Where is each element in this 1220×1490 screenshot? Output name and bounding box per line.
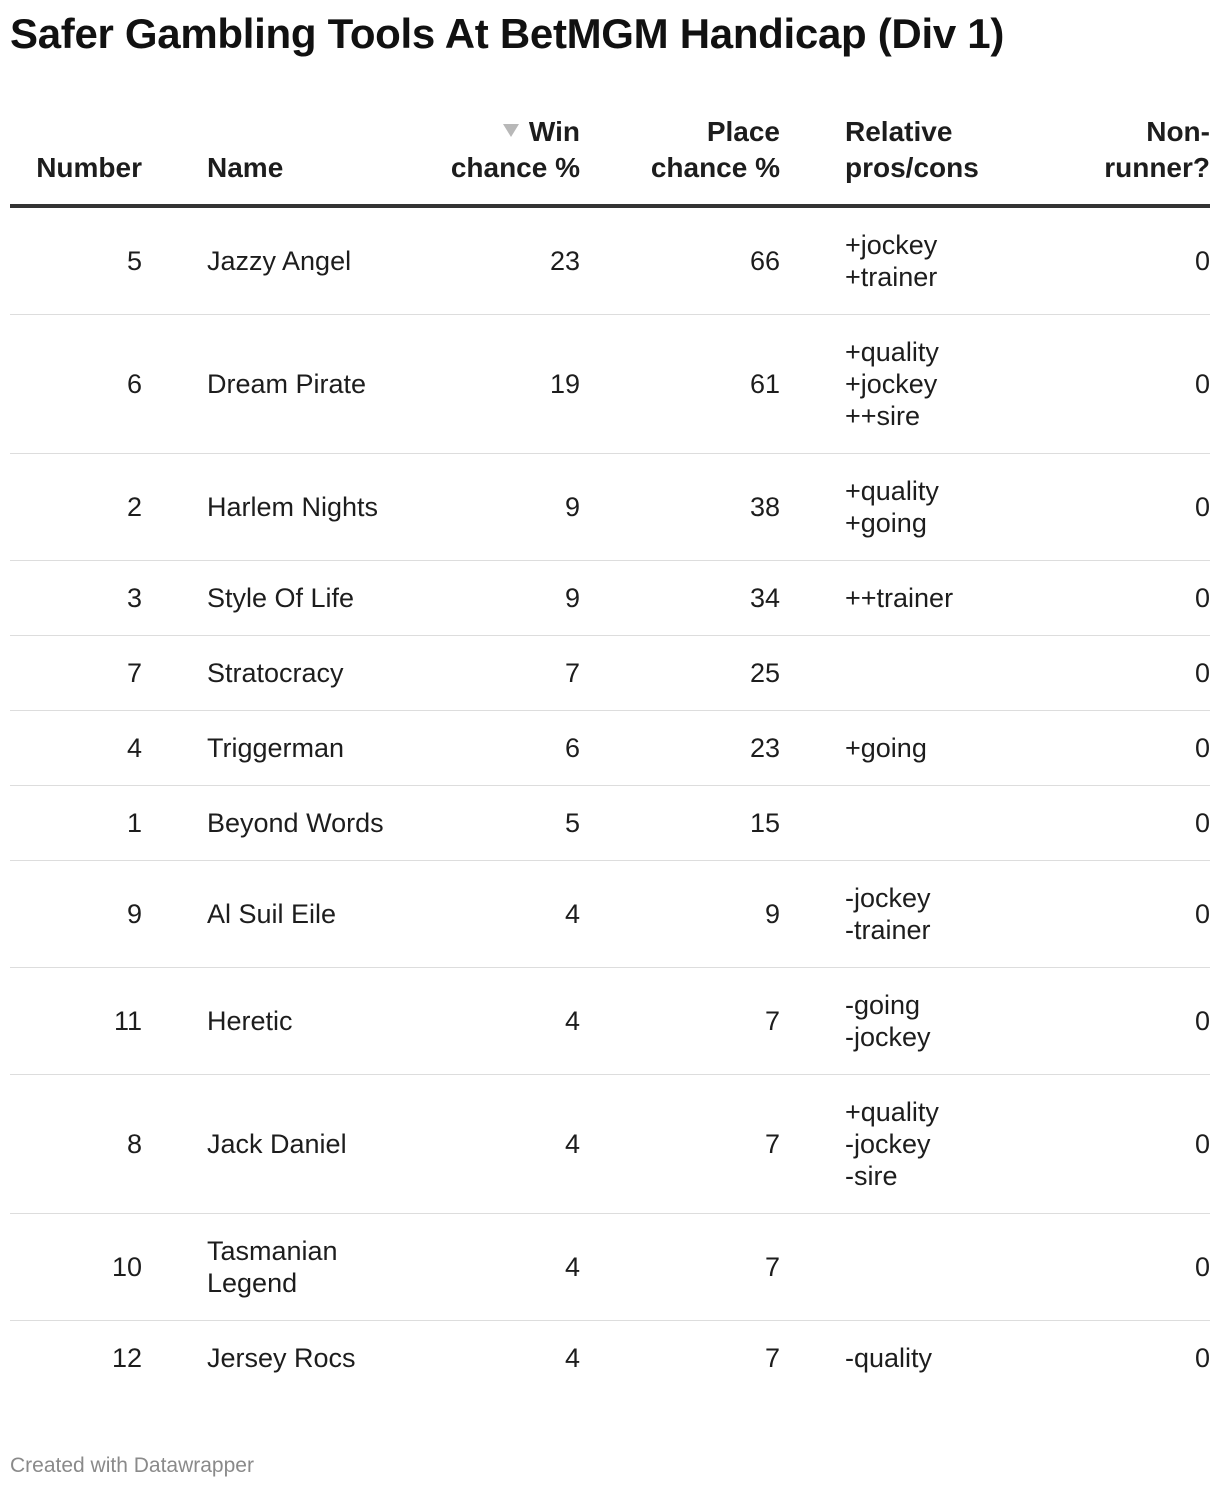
- horse-name: Dream Pirate: [207, 369, 367, 399]
- column-header-nr-line1: Non-: [1146, 116, 1210, 147]
- cell-name: [142, 636, 344, 711]
- cell-number: 4: [10, 711, 142, 786]
- cell-non-runner: 0: [1044, 1214, 1210, 1321]
- cell-place-chance: 9: [580, 861, 780, 968]
- cell-number: 5: [10, 206, 142, 315]
- cell-win-chance: 23: [315, 206, 580, 315]
- column-header-place-line1: Place: [706, 116, 780, 147]
- table-row: [10, 561, 1210, 636]
- pros-cons-item: -trainer: [845, 915, 931, 945]
- horse-name: Heretic: [207, 1006, 293, 1036]
- cell-number: 2: [10, 454, 142, 561]
- horse-name: Jack Daniel: [207, 1129, 347, 1159]
- cell-pros-cons: [780, 711, 1044, 786]
- cell-pros-cons: [780, 1214, 1044, 1321]
- pros-cons-item: ++sire: [845, 401, 921, 431]
- page-title: Safer Gambling Tools At BetMGM Handicap (Div 1): [10, 10, 1005, 57]
- cell-place-chance: 15: [580, 786, 780, 861]
- horse-name: Triggerman: [207, 733, 345, 763]
- header-row: [10, 110, 1210, 206]
- pros-cons-item: +trainer: [845, 262, 938, 292]
- cell-name: [142, 315, 367, 454]
- cell-non-runner: 0: [1044, 968, 1210, 1075]
- table-row: [10, 1214, 1210, 1321]
- cell-pros-cons: [780, 968, 1044, 1075]
- cell-pros-cons: [780, 1075, 1044, 1214]
- table-row: [10, 636, 1210, 711]
- cell-name: [142, 711, 345, 786]
- horse-name: Al Suil Eile: [207, 899, 337, 929]
- column-header-number[interactable]: [10, 110, 142, 206]
- column-header-name[interactable]: [142, 110, 315, 206]
- cell-place-chance: 23: [580, 711, 780, 786]
- cell-pros-cons: [780, 561, 1044, 636]
- cell-number: 12: [111, 1343, 142, 1373]
- pros-cons-item: +going: [845, 733, 927, 763]
- cell-non-runner: 0: [1044, 861, 1210, 968]
- pros-cons-item: -going: [845, 990, 921, 1020]
- table-row: [10, 1321, 1210, 1396]
- cell-name: [142, 968, 315, 1075]
- pros-cons-item: -jockey: [845, 1022, 931, 1052]
- cell-place-chance: 7: [580, 1214, 780, 1321]
- cell-pros-cons: [780, 636, 1044, 711]
- column-header-win-line2: chance %: [450, 152, 580, 183]
- cell-place-chance: 7: [580, 968, 780, 1075]
- column-header-place-line2: chance %: [650, 152, 780, 183]
- cell-place-chance: 66: [580, 206, 780, 315]
- sort-descending-icon: [503, 124, 519, 137]
- column-header-win-chance[interactable]: [315, 110, 580, 206]
- cell-name: [142, 786, 384, 861]
- cell-number: 1: [10, 786, 142, 861]
- pros-cons-item: -jockey: [845, 1129, 931, 1159]
- cell-number: 8: [10, 1075, 142, 1214]
- cell-win-chance: 9: [315, 454, 580, 561]
- pros-cons-item: +going: [845, 508, 927, 538]
- cell-name: [142, 206, 352, 315]
- table-row: [10, 206, 1210, 315]
- horse-name: Tasmanian Legend: [207, 1236, 338, 1298]
- cell-pros-cons: [780, 206, 1044, 315]
- cell-number: 7: [10, 636, 142, 711]
- race-table: [10, 110, 1210, 1395]
- pros-cons-item: ++trainer: [845, 583, 954, 613]
- cell-non-runner: 0: [1044, 711, 1210, 786]
- cell-win-chance: 9: [315, 561, 580, 636]
- cell-non-runner: 0: [1044, 561, 1210, 636]
- cell-pros-cons: [780, 315, 1044, 454]
- cell-name: [142, 1214, 338, 1321]
- cell-win-chance: 4: [315, 1075, 580, 1214]
- column-header-non-runner[interactable]: [1044, 110, 1210, 206]
- table-body: [10, 206, 1210, 1395]
- cell-non-runner: 0: [1044, 206, 1210, 315]
- pros-cons-item: +quality: [845, 1097, 939, 1127]
- table-row: [10, 315, 1210, 454]
- column-header-win-label: Win: [528, 116, 580, 147]
- table-row: [10, 454, 1210, 561]
- cell-number: 11: [10, 968, 142, 1075]
- cell-name: [142, 454, 379, 561]
- attribution-footer[interactable]: Created with Datawrapper: [10, 1454, 254, 1477]
- column-header-win-line1: [315, 114, 580, 150]
- table-row: [10, 786, 1210, 861]
- pros-cons-item: -sire: [845, 1161, 898, 1191]
- table-row: [10, 1075, 1210, 1214]
- cell-number: 6: [10, 315, 142, 454]
- cell-place-chance: 61: [580, 315, 780, 454]
- pros-cons-item: -quality: [845, 1343, 933, 1373]
- table-row: [10, 968, 1210, 1075]
- column-header-pros-line1: Relative: [845, 116, 953, 147]
- cell-win-chance: 4: [564, 1343, 580, 1373]
- pros-cons-item: +quality: [845, 337, 939, 367]
- cell-win-chance: 7: [315, 636, 580, 711]
- horse-name: Stratocracy: [207, 658, 344, 688]
- cell-place-chance: 7: [580, 1075, 780, 1214]
- cell-win-chance: 19: [315, 315, 580, 454]
- cell-win-chance: 4: [315, 968, 580, 1075]
- cell-place-chance: 38: [580, 454, 780, 561]
- cell-place-chance: 34: [580, 561, 780, 636]
- cell-number: 10: [10, 1214, 142, 1321]
- cell-pros-cons: [780, 861, 1044, 968]
- table-row: [10, 861, 1210, 968]
- column-header-name-label: Name: [207, 152, 284, 183]
- cell-place-chance: 25: [580, 636, 780, 711]
- cell-win-chance: 4: [315, 861, 580, 968]
- cell-win-chance: 5: [315, 786, 580, 861]
- cell-name: [142, 1321, 356, 1396]
- horse-name: Beyond Words: [207, 808, 384, 838]
- column-header-pros-line2: pros/cons: [845, 152, 979, 183]
- cell-pros-cons: [780, 454, 1044, 561]
- cell-win-chance: 6: [315, 711, 580, 786]
- cell-number: 9: [10, 861, 142, 968]
- column-header-number-label: Number: [36, 152, 142, 183]
- cell-pros-cons: [780, 786, 1044, 861]
- cell-name: [142, 1075, 347, 1214]
- cell-non-runner: 0: [1044, 786, 1210, 861]
- cell-non-runner: 0: [1044, 1075, 1210, 1214]
- cell-number: 3: [10, 561, 142, 636]
- cell-win-chance: 4: [315, 1214, 580, 1321]
- pros-cons-item: +jockey: [845, 230, 938, 260]
- cell-name: [142, 861, 337, 968]
- column-header-nr-line2: runner?: [1104, 152, 1210, 183]
- column-header-pros-cons[interactable]: [780, 110, 1044, 206]
- pros-cons-item: -jockey: [845, 883, 931, 913]
- pros-cons-item: +jockey: [845, 369, 938, 399]
- cell-non-runner: 0: [1044, 636, 1210, 711]
- horse-name: Jazzy Angel: [207, 246, 352, 276]
- cell-non-runner: 0: [1194, 1343, 1210, 1373]
- cell-pros-cons: [780, 1321, 1044, 1396]
- cell-non-runner: 0: [1044, 454, 1210, 561]
- column-header-place-chance[interactable]: [580, 110, 780, 206]
- table-header: [10, 110, 1210, 206]
- horse-name: Jersey Rocs: [207, 1343, 356, 1373]
- cell-name: [142, 561, 355, 636]
- pros-cons-item: +quality: [845, 476, 939, 506]
- horse-name: Harlem Nights: [207, 492, 379, 522]
- table-row: [10, 711, 1210, 786]
- cell-non-runner: 0: [1044, 315, 1210, 454]
- cell-place-chance: 7: [764, 1343, 780, 1373]
- horse-name: Style Of Life: [207, 583, 355, 613]
